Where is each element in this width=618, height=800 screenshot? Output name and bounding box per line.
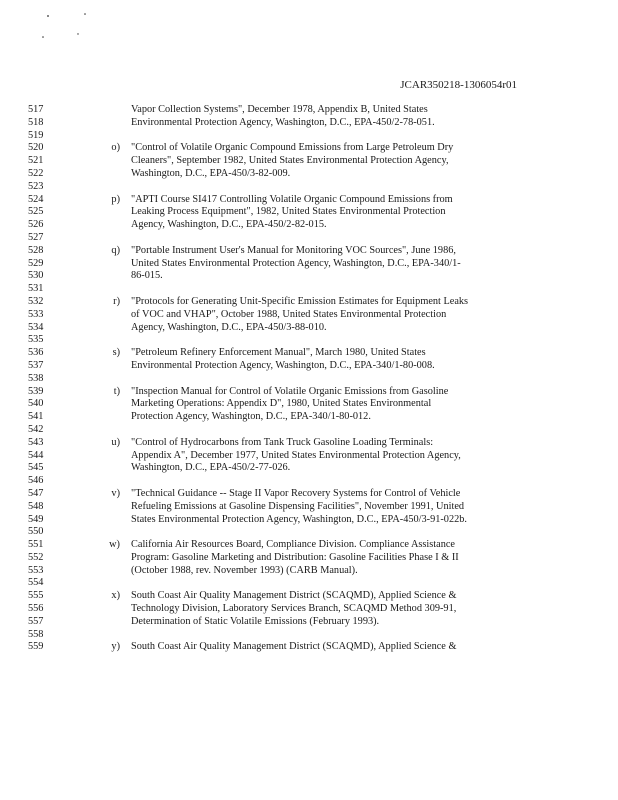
text-line — [0, 194, 618, 207]
line-number: 523 — [28, 180, 44, 192]
line-text: Environmental Protection Agency, Washington, D.C., EPA-340/1-80-008. — [131, 359, 435, 371]
line-number: 536 — [28, 347, 44, 359]
line-text: Program: Gasoline Marketing and Distribution: Gasoline Facilities Phase I & II — [131, 551, 459, 563]
line-text: Refueling Emissions at Gasoline Dispensing Facilities", November 1991, United — [131, 500, 465, 512]
text-line — [0, 360, 618, 373]
text-line — [0, 501, 618, 514]
line-text: United States Environmental Protection Agency, Washington, D.C., EPA-340/1- — [131, 257, 461, 269]
line-number: 517 — [28, 104, 44, 115]
line-text: Agency, Washington, D.C., EPA-450/2-82-015. — [131, 219, 327, 231]
text-line — [0, 552, 618, 565]
line-number: 522 — [28, 167, 44, 179]
line-text: "Control of Hydrocarbons from Tank Truck Gasoline Loading Terminals: — [131, 436, 434, 448]
line-number: 553 — [28, 564, 44, 576]
line-text: Protection Agency, Washington, D.C., EPA-340/1-80-012. — [131, 411, 371, 423]
line-number: 539 — [28, 385, 44, 397]
line-text: (October 1988, rev. November 1993) (CARB Manual). — [131, 564, 358, 576]
line-text: Appendix A", December 1977, United States Environmental Protection Agency, — [131, 449, 461, 461]
line-text: Marketing Operations: Appendix D", 1980, United States Environmental — [131, 398, 432, 410]
item-label: t) — [113, 385, 120, 397]
scan-specks — [0, 0, 120, 50]
text-line — [0, 539, 618, 552]
text-line — [0, 386, 618, 399]
item-label: p) — [111, 193, 120, 205]
line-text: Leaking Process Equipment", 1982, United States Environmental Protection — [131, 206, 446, 218]
line-number: 521 — [28, 155, 44, 167]
document-id-header: JCAR350218-1306054r01 — [400, 79, 517, 91]
item-label: x) — [111, 590, 120, 602]
line-number: 535 — [28, 334, 44, 346]
item-label: r) — [113, 295, 120, 307]
line-number: 529 — [28, 257, 44, 269]
text-line — [0, 104, 618, 117]
item-label: y) — [111, 641, 120, 653]
line-number: 519 — [28, 129, 44, 141]
text-line — [0, 437, 618, 450]
line-number: 533 — [28, 308, 44, 320]
text-line — [0, 258, 618, 271]
line-number: 557 — [28, 615, 44, 627]
text-line — [0, 450, 618, 463]
line-text: California Air Resources Board, Compliance Division. Compliance Assistance — [131, 539, 456, 551]
line-number: 544 — [28, 449, 44, 461]
text-line — [0, 219, 618, 232]
line-text: "Technical Guidance -- Stage II Vapor Recovery Systems for Control of Vehicle — [131, 487, 461, 499]
line-text: South Coast Air Quality Management District (SCAQMD), Applied Science & — [131, 641, 457, 653]
line-number: 548 — [28, 500, 44, 512]
line-number: 534 — [28, 321, 44, 333]
line-number: 546 — [28, 475, 44, 487]
line-number: 524 — [28, 193, 44, 205]
text-line — [0, 514, 618, 527]
text-line — [0, 629, 618, 642]
line-text: Determination of Static Volatile Emissions (February 1993). — [131, 615, 380, 627]
line-text: Cleaners", September 1982, United States Environmental Protection Agency, — [131, 155, 449, 167]
text-line — [0, 296, 618, 309]
text-line — [0, 181, 618, 194]
item-label: v) — [111, 487, 120, 499]
line-text: Agency, Washington, D.C., EPA-450/3-88-010. — [131, 321, 327, 333]
item-label: u) — [111, 436, 120, 448]
line-text: 86-015. — [131, 270, 163, 282]
line-number: 541 — [28, 411, 44, 423]
text-line — [0, 245, 618, 258]
text-line — [0, 462, 618, 475]
text-line — [0, 475, 618, 488]
line-text: "Inspection Manual for Control of Volatile Organic Emissions from Gasoline — [131, 385, 449, 397]
line-number: 518 — [28, 116, 44, 128]
text-line — [0, 130, 618, 143]
text-line — [0, 117, 618, 130]
text-line — [0, 616, 618, 629]
line-text: Washington, D.C., EPA-450/3-82-009. — [131, 167, 291, 179]
item-label: o) — [111, 142, 120, 154]
line-number: 552 — [28, 551, 44, 563]
text-line — [0, 526, 618, 539]
text-line — [0, 283, 618, 296]
text-line — [0, 565, 618, 578]
item-label: s) — [112, 347, 120, 359]
line-text: Environmental Protection Agency, Washington, D.C., EPA-450/2-78-051. — [131, 116, 435, 128]
item-label: w) — [109, 539, 120, 551]
line-number: 531 — [28, 283, 44, 295]
text-line — [0, 347, 618, 360]
line-text: "Portable Instrument User's Manual for Monitoring VOC Sources", June 1986, — [131, 244, 456, 256]
line-number: 530 — [28, 270, 44, 282]
line-number: 538 — [28, 372, 44, 384]
line-number: 545 — [28, 462, 44, 474]
text-line — [0, 142, 618, 155]
line-number: 542 — [28, 423, 44, 435]
text-line — [0, 424, 618, 437]
text-line — [0, 398, 618, 411]
line-text: States Environmental Protection Agency, Washington, D.C., EPA-450/3-91-022b. — [131, 513, 467, 525]
line-number: 554 — [28, 577, 44, 589]
line-text: "Petroleum Refinery Enforcement Manual", March 1980, United States — [131, 347, 426, 359]
text-line — [0, 322, 618, 335]
text-line — [0, 603, 618, 616]
text-line — [0, 590, 618, 603]
line-number: 543 — [28, 436, 44, 448]
text-line — [0, 577, 618, 590]
line-text: Vapor Collection Systems", December 1978, Appendix B, United States — [131, 104, 428, 115]
line-text: South Coast Air Quality Management District (SCAQMD), Applied Science & — [131, 590, 457, 602]
line-number: 555 — [28, 590, 44, 602]
numbered-text-body — [0, 104, 618, 654]
text-line — [0, 488, 618, 501]
line-text: Technology Division, Laboratory Services Branch, SCAQMD Method 309-91, — [131, 603, 457, 615]
text-line — [0, 232, 618, 245]
text-line — [0, 641, 618, 654]
line-number: 532 — [28, 295, 44, 307]
text-line — [0, 206, 618, 219]
line-number: 526 — [28, 219, 44, 231]
line-text: of VOC and VHAP", October 1988, United States Environmental Protection — [131, 308, 447, 320]
line-number: 537 — [28, 359, 44, 371]
line-number: 547 — [28, 487, 44, 499]
line-number: 540 — [28, 398, 44, 410]
line-number: 527 — [28, 231, 44, 243]
text-line — [0, 334, 618, 347]
text-line — [0, 270, 618, 283]
line-text: "APTI Course SI417 Controlling Volatile Organic Compound Emissions from — [131, 193, 453, 205]
line-number: 559 — [28, 641, 44, 653]
line-number: 525 — [28, 206, 44, 218]
line-number: 528 — [28, 244, 44, 256]
line-number: 558 — [28, 628, 44, 640]
line-text: "Protocols for Generating Unit-Specific Emission Estimates for Equipment Leaks — [131, 295, 469, 307]
item-label: q) — [111, 244, 120, 256]
line-text: "Control of Volatile Organic Compound Emissions from Large Petroleum Dry — [131, 142, 454, 154]
text-line — [0, 373, 618, 386]
line-number: 520 — [28, 142, 44, 154]
line-number: 549 — [28, 513, 44, 525]
line-text: Washington, D.C., EPA-450/2-77-026. — [131, 462, 291, 474]
text-line — [0, 309, 618, 322]
text-line — [0, 168, 618, 181]
text-line — [0, 155, 618, 168]
text-line — [0, 411, 618, 424]
line-number: 551 — [28, 539, 44, 551]
line-number: 556 — [28, 603, 44, 615]
line-number: 550 — [28, 526, 44, 538]
